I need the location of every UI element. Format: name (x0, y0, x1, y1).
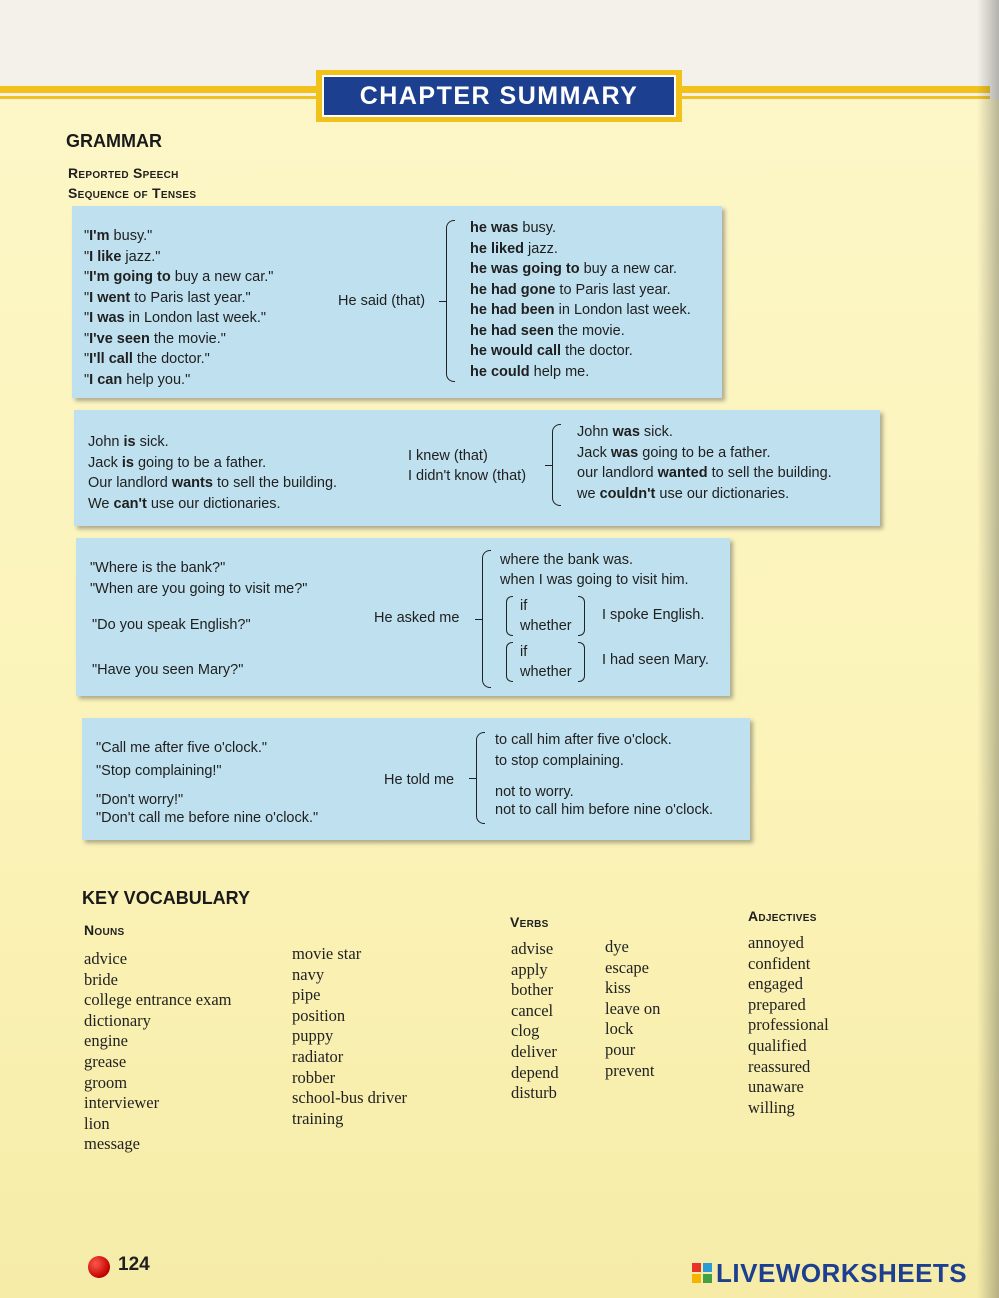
vocabulary-word: reassured (748, 1056, 811, 1076)
whether-word: whether (520, 618, 572, 634)
sentence-text: going to be a father. (638, 444, 771, 461)
direct-speech-line (84, 226, 273, 247)
vocabulary-word: cancel (511, 1000, 554, 1020)
adjectives-label: Adjectives (748, 908, 817, 924)
reporting-verb-didnt-know: I didn't know (that) (408, 468, 527, 484)
vocabulary-word: dictionary (84, 1010, 151, 1030)
small-brace-right (578, 642, 585, 682)
vocabulary-word: grease (84, 1051, 127, 1071)
vocabulary-word: qualified (748, 1035, 807, 1055)
vocabulary-word: radiator (292, 1046, 344, 1066)
reported-question-2: when I was going to visit him. (500, 572, 689, 588)
page-number-dot-icon (88, 1256, 110, 1278)
bold-verb-phrase: I can (89, 371, 123, 388)
sentence-text: " (84, 310, 90, 326)
bold-verb-phrase: I like (89, 248, 122, 265)
sentence-text: We (88, 495, 114, 512)
sentence-text: sick. (639, 424, 673, 440)
sentence-text: " (84, 330, 90, 347)
reported-statement-line (577, 443, 832, 464)
direct-speech-line (84, 288, 273, 309)
bold-verb-phrase: wants (171, 475, 213, 491)
vocabulary-word: advise (511, 939, 554, 958)
question-4: "Have you seen Mary?" (92, 662, 244, 678)
vocabulary-word: school-bus driver (292, 1088, 408, 1108)
bold-verb-phrase: he was going to (470, 261, 580, 277)
nouns-column-1 (84, 949, 232, 1155)
direct-speech-line (84, 329, 273, 350)
direct-speech-line (84, 370, 273, 391)
statement-list (88, 432, 337, 514)
nouns-column-2 (292, 944, 407, 1129)
sentence-text: to sell the building. (212, 475, 338, 491)
vocabulary-word: pipe (292, 985, 321, 1005)
reported-speech-line (470, 341, 691, 362)
sentence-text: busy. (518, 220, 556, 236)
vocabulary-word: advice (84, 949, 128, 968)
bold-verb-phrase: is (121, 454, 134, 471)
vocabulary-word: position (292, 1005, 346, 1025)
sentence-text: sick. (135, 434, 169, 450)
small-brace-left (506, 596, 513, 636)
sentence-text: busy." (109, 228, 153, 244)
vocabulary-word: clog (511, 1021, 540, 1041)
vocabulary-word: puppy (292, 1026, 334, 1046)
bold-verb-phrase: wanted (657, 465, 708, 481)
bold-verb-phrase: I'm going to (89, 269, 171, 285)
reporting-verb: He said (that) (338, 293, 426, 309)
bold-verb-phrase: can't (113, 495, 147, 512)
verbs-column-1 (511, 939, 559, 1104)
vocabulary-word: engaged (748, 974, 803, 994)
adjectives-column (748, 933, 829, 1118)
sentence-text: to Paris last year. (555, 281, 671, 298)
bold-verb-phrase: is (123, 434, 136, 450)
vocabulary-word: groom (84, 1072, 128, 1092)
vocabulary-word: deliver (511, 1041, 557, 1061)
vocabulary-word: annoyed (748, 933, 804, 952)
sentence-text: the movie. (553, 322, 625, 339)
reported-speech-line (470, 300, 691, 321)
reporting-verb-told: He told me (384, 772, 455, 788)
sentence-text: buy a new car. (579, 261, 678, 277)
sentence-text: help you." (122, 371, 191, 388)
sentence-text: to sell the building. (707, 465, 832, 481)
sentence-text: " (84, 289, 90, 306)
reported-command-4: not to call him before nine o'clock. (495, 802, 713, 818)
page-number: 124 (118, 1254, 150, 1275)
reported-speech-line (470, 218, 691, 239)
subheading-reported-speech: Reported Speech (68, 165, 179, 181)
sentence-text: " (84, 248, 90, 265)
whether-word: whether (520, 664, 572, 680)
nouns-label: Nouns (84, 922, 125, 938)
sentence-text: " (84, 371, 90, 388)
bold-verb-phrase: I went (89, 289, 131, 306)
verbs-label: Verbs (510, 914, 549, 930)
sentence-text: Jack (88, 454, 122, 471)
curly-brace (552, 424, 561, 506)
statement-line (88, 494, 337, 515)
reported-speech-line (470, 280, 691, 301)
question-3: "Do you speak English?" (92, 617, 251, 633)
reported-speech-line (470, 321, 691, 342)
bold-verb-phrase: I was (89, 310, 125, 326)
reported-speech-line (470, 259, 691, 280)
sentence-text: Jack (577, 444, 611, 461)
statement-line (88, 473, 337, 494)
reported-command-1: to call him after five o'clock. (495, 732, 672, 748)
reporting-verb-asked: He asked me (374, 610, 460, 626)
vocabulary-word: escape (605, 957, 649, 977)
grammar-panel-said (72, 206, 722, 398)
bold-verb-phrase: he had gone (470, 281, 556, 298)
statement-line (88, 453, 337, 474)
sentence-text: going to be a father. (133, 454, 267, 471)
grammar-panel-knew (74, 410, 880, 526)
vocabulary-word: bother (511, 980, 554, 1000)
direct-speech-line (84, 267, 273, 288)
grammar-panel-asked (76, 538, 730, 696)
reported-command-2: to stop complaining. (495, 753, 624, 769)
reported-statement-line (577, 484, 832, 505)
bold-verb-phrase: he was (470, 220, 519, 236)
sentence-text: use our dictionaries. (146, 495, 281, 512)
direct-speech-line (84, 349, 273, 370)
vocabulary-word: confident (748, 953, 811, 973)
vocabulary-word: professional (748, 1015, 829, 1035)
page-title: CHAPTER SUMMARY (322, 75, 676, 117)
vocabulary-word: interviewer (84, 1093, 160, 1113)
reported-question-3: I spoke English. (602, 607, 705, 623)
sentence-text: jazz. (524, 240, 558, 257)
subheading-sequence-of-tenses: Sequence of Tenses (68, 185, 197, 201)
if-word: if (520, 644, 528, 660)
small-brace-right (578, 596, 585, 636)
statement-line (88, 432, 337, 453)
bold-verb-phrase: was (612, 424, 640, 440)
bold-verb-phrase: he could (470, 363, 530, 380)
bold-verb-phrase: I'm (89, 228, 110, 244)
sentence-text: Our landlord (88, 475, 172, 491)
sentence-text: help me. (529, 363, 590, 380)
grammar-panel-told (82, 718, 750, 840)
vocabulary-word: message (84, 1134, 140, 1154)
vocabulary-word: prevent (605, 1060, 655, 1080)
bold-verb-phrase: he liked (470, 240, 524, 257)
reported-speech-line (470, 362, 691, 383)
reported-question-1: where the bank was. (500, 552, 633, 568)
small-brace-left (506, 642, 513, 682)
curly-brace (446, 220, 455, 382)
sentence-text: " (84, 228, 90, 244)
vocabulary-word: training (292, 1108, 344, 1128)
vocabulary-word: lock (605, 1019, 634, 1039)
direct-speech-line (84, 247, 273, 268)
sentence-text: our landlord (577, 465, 658, 481)
sentence-text: in London last week." (124, 310, 266, 326)
sentence-text: the doctor. (561, 343, 633, 359)
liveworksheets-logo-icon (692, 1263, 712, 1283)
liveworksheets-watermark: LIVEWORKSHEETS (716, 1258, 968, 1288)
grammar-heading: GRAMMAR (66, 131, 162, 151)
reported-speech-line (470, 239, 691, 260)
reporting-verb-knew: I knew (that) (408, 448, 488, 464)
question-1: "Where is the bank?" (90, 560, 226, 576)
if-word: if (520, 598, 528, 614)
sentence-text: to Paris last year." (130, 289, 251, 306)
bold-verb-phrase: couldn't (599, 485, 656, 502)
vocabulary-word: unaware (748, 1077, 804, 1097)
vocabulary-word: prepared (748, 994, 806, 1014)
vocabulary-word: bride (84, 969, 118, 989)
command-1: "Call me after five o'clock." (96, 740, 268, 756)
sentence-text: the doctor." (132, 351, 210, 367)
vocabulary-word: movie star (292, 944, 362, 963)
vocabulary-word: kiss (605, 978, 631, 998)
reported-statement-list (577, 422, 832, 504)
vocabulary-word: willing (748, 1097, 795, 1117)
reported-command-3: not to worry. (495, 784, 574, 800)
reported-statement-line (577, 463, 832, 484)
vocabulary-word: navy (292, 964, 325, 984)
vocabulary-word: dye (605, 937, 629, 956)
sentence-text: use our dictionaries. (655, 485, 790, 502)
sentence-text: we (577, 485, 600, 502)
sentence-text: buy a new car." (170, 269, 274, 285)
reported-statement-line (577, 422, 832, 443)
page-edge-shadow (977, 0, 999, 1298)
curly-brace (482, 550, 491, 688)
sentence-text: jazz." (121, 248, 161, 265)
vocabulary-word: college entrance exam (84, 990, 232, 1010)
bold-verb-phrase: I've seen (89, 330, 150, 347)
bold-verb-phrase: I'll call (89, 351, 133, 367)
vocabulary-word: engine (84, 1031, 128, 1051)
sentence-text: John (577, 424, 613, 440)
question-2: "When are you going to visit me?" (90, 581, 308, 597)
sentence-text: John (88, 434, 124, 450)
vocabulary-word: pour (605, 1039, 636, 1059)
chapter-summary-banner (316, 70, 682, 122)
reported-speech-list (470, 218, 691, 382)
vocabulary-word: disturb (511, 1083, 557, 1103)
sentence-text: in London last week. (554, 302, 691, 318)
command-2: "Stop complaining!" (96, 763, 222, 779)
reported-question-4: I had seen Mary. (602, 652, 709, 668)
bold-verb-phrase: he had seen (470, 322, 554, 339)
bold-verb-phrase: he had been (470, 302, 555, 318)
direct-speech-line (84, 308, 273, 329)
curly-brace (476, 732, 485, 824)
direct-speech-list (84, 226, 273, 390)
vocabulary-word: apply (511, 959, 548, 979)
bold-verb-phrase: he would call (470, 343, 562, 359)
sentence-text: " (84, 269, 90, 285)
vocabulary-word: leave on (605, 998, 661, 1018)
sentence-text: the movie." (149, 330, 226, 347)
verbs-column-2 (605, 937, 660, 1081)
vocabulary-word: depend (511, 1062, 559, 1082)
sentence-text: " (84, 351, 90, 367)
command-3: "Don't worry!" (96, 792, 184, 808)
vocabulary-word: robber (292, 1067, 336, 1087)
key-vocabulary-heading: KEY VOCABULARY (82, 888, 251, 908)
command-4: "Don't call me before nine o'clock." (96, 810, 319, 826)
vocabulary-word: lion (84, 1113, 110, 1133)
bold-verb-phrase: was (610, 444, 639, 461)
